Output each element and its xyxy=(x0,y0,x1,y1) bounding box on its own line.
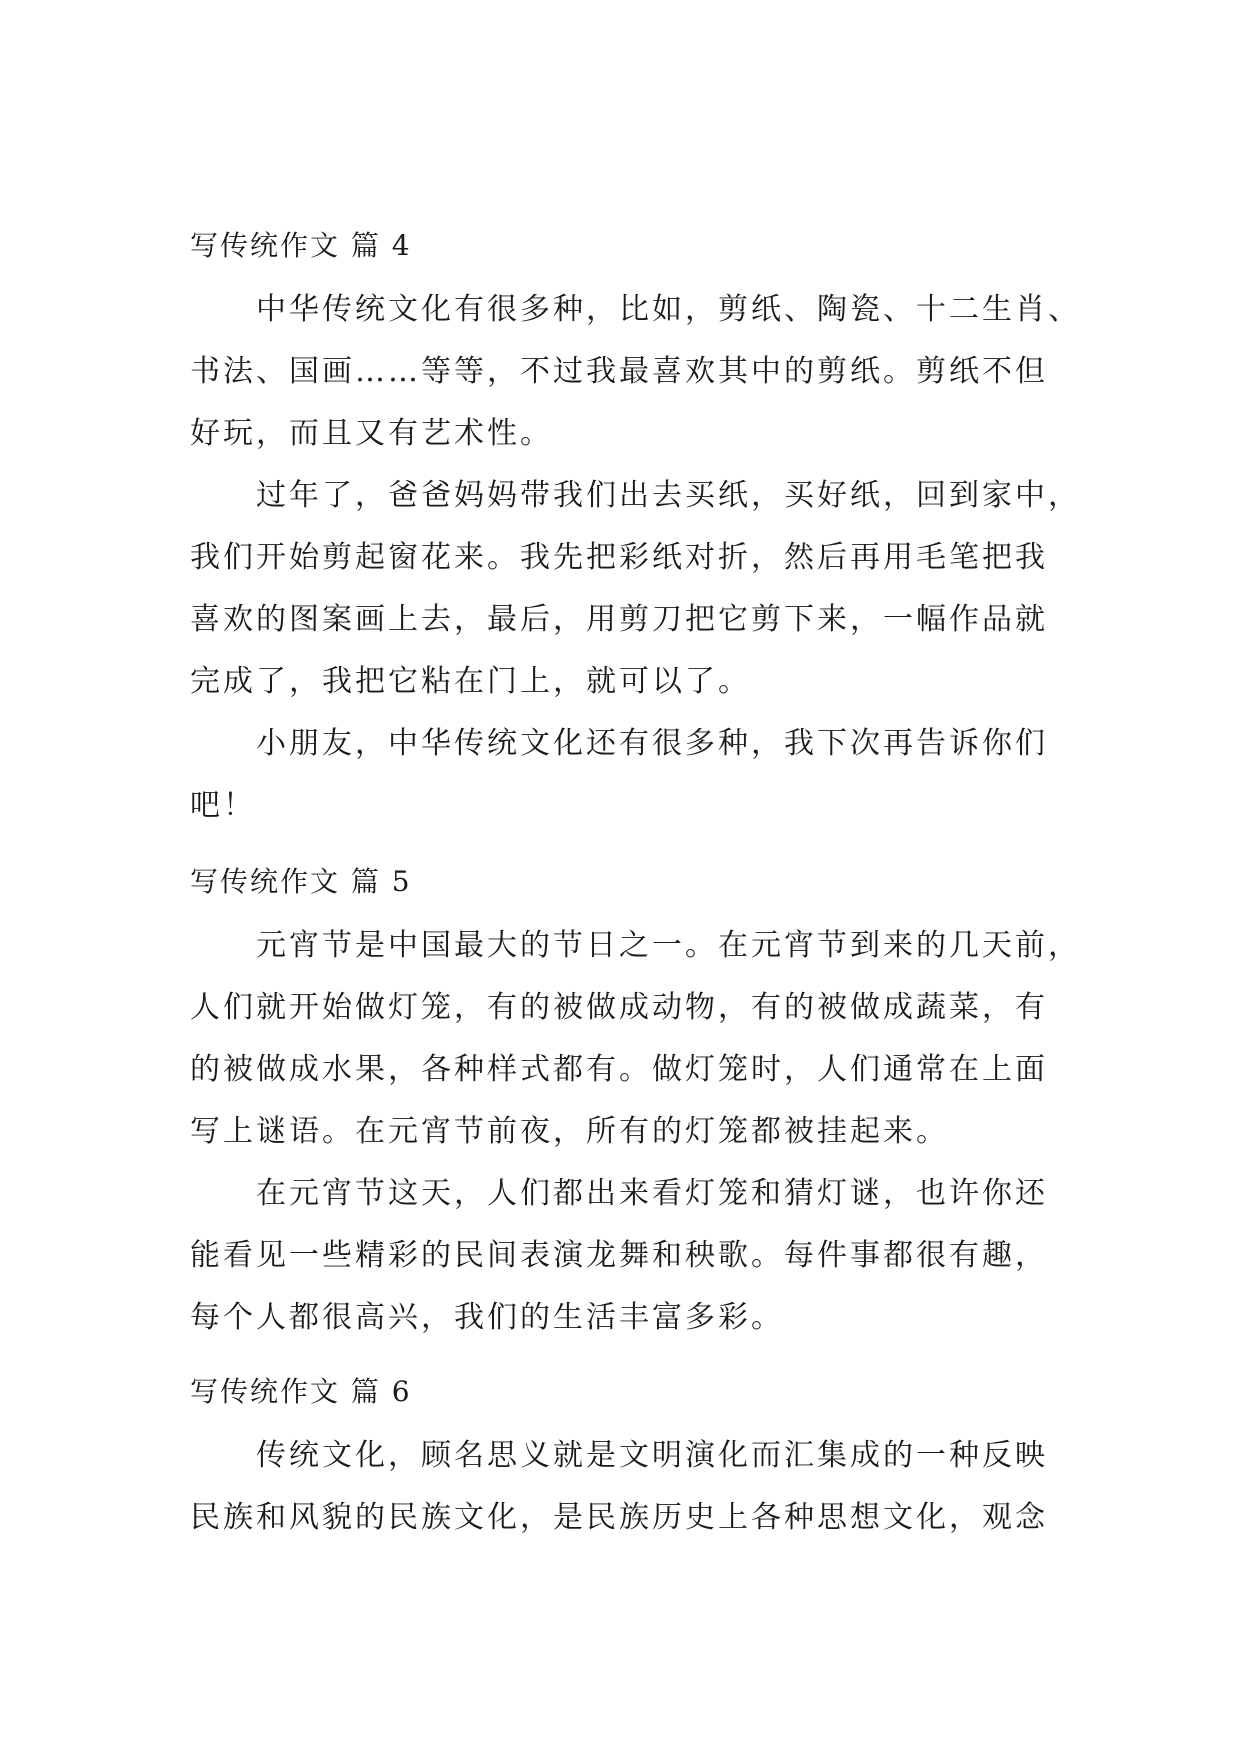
paragraph-line: 人们就开始做灯笼，有的被做成动物，有的被做成蔬菜，有 xyxy=(190,990,1048,1025)
paragraph-line: 书法、国画……等等，不过我最喜欢其中的剪纸。剪纸不但 xyxy=(190,354,1048,389)
paragraph-line: 的被做成水果，各种样式都有。做灯笼时，人们通常在上面 xyxy=(190,1052,1048,1087)
paragraph-line: 在元宵节这天，人们都出来看灯笼和猜灯谜，也许你还 xyxy=(256,1176,1048,1211)
paragraph-line: 传统文化，顾名思义就是文明演化而汇集成的一种反映 xyxy=(256,1438,1048,1473)
paragraph-line: 好玩，而且又有艺术性。 xyxy=(190,416,553,451)
section-heading: 写传统作文 篇 5 xyxy=(190,865,412,898)
paragraph-line: 小朋友，中华传统文化还有很多种，我下次再告诉你们 xyxy=(256,726,1048,761)
essay-section-6 xyxy=(190,1372,1070,1552)
paragraph-line: 过年了，爸爸妈妈带我们出去买纸，买好纸，回到家中， xyxy=(256,478,1081,513)
paragraph-line: 吧！ xyxy=(190,788,256,823)
paragraph-line: 能看见一些精彩的民间表演龙舞和秧歌。每件事都很有趣， xyxy=(190,1238,1048,1273)
essay-section-5 xyxy=(190,862,1081,1352)
paragraph-line: 喜欢的图案画上去，最后，用剪刀把它剪下来，一幅作品就 xyxy=(190,602,1048,637)
paragraph-line: 我们开始剪起窗花来。我先把彩纸对折，然后再用毛笔把我 xyxy=(190,540,1048,575)
paragraph-line: 完成了，我把它粘在门上，就可以了。 xyxy=(190,664,751,699)
essay-section-4 xyxy=(190,226,1081,840)
paragraph-line: 元宵节是中国最大的节日之一。在元宵节到来的几天前， xyxy=(256,928,1081,963)
section-heading: 写传统作文 篇 4 xyxy=(190,229,412,262)
section-heading: 写传统作文 篇 6 xyxy=(190,1375,412,1408)
paragraph-line: 写上谜语。在元宵节前夜，所有的灯笼都被挂起来。 xyxy=(190,1114,949,1149)
paragraph-line: 中华传统文化有很多种，比如，剪纸、陶瓷、十二生肖、 xyxy=(256,292,1081,327)
paragraph-line: 每个人都很高兴，我们的生活丰富多彩。 xyxy=(190,1300,784,1335)
paragraph-line: 民族和风貌的民族文化，是民族历史上各种思想文化，观念 xyxy=(190,1500,1048,1535)
